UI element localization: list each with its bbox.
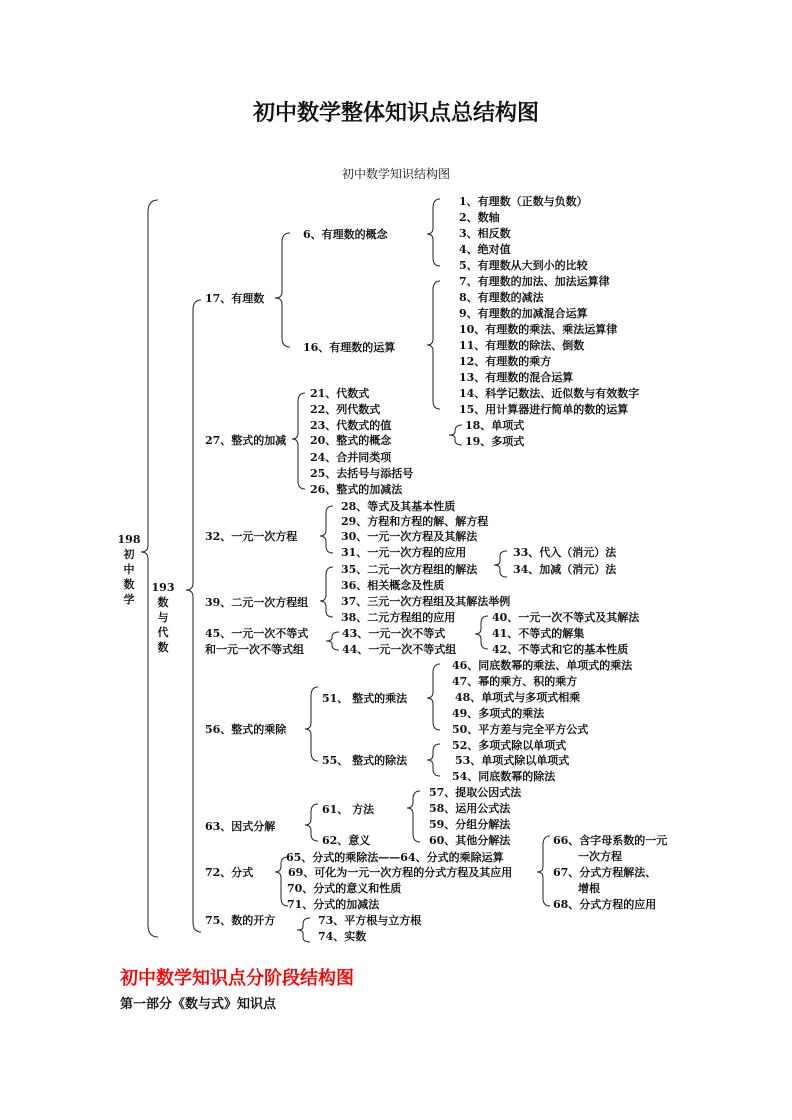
brace-75	[297, 918, 310, 942]
brace-16	[427, 281, 440, 409]
brace-63	[305, 804, 318, 841]
leaf-11: 11、有理数的除法、倒数	[459, 339, 585, 352]
leaf-66-line2: 一次方程	[578, 850, 622, 863]
leaf-60: 60、其他分解法	[429, 834, 511, 847]
brace-51	[427, 664, 440, 730]
algebra-count: 193	[151, 581, 175, 594]
leaf-31: 31、一元一次方程的应用	[341, 546, 467, 559]
leaf-3: 3、相反数	[459, 227, 511, 240]
node-45-line1: 45、一元一次不等式	[205, 627, 309, 640]
leaf-13: 13、有理数的混合运算	[459, 371, 574, 384]
leaf-8: 8、有理数的减法	[459, 291, 544, 304]
leaf-46: 46、同底数幂的乘法、单项式的乘法	[452, 659, 633, 672]
leaf-23: 23、代数式的值	[310, 419, 392, 432]
root-char-1: 初	[123, 548, 135, 561]
brace-39	[320, 567, 333, 617]
brace-66-68	[537, 836, 550, 906]
leaf-24: 24、合并同类项	[310, 451, 392, 464]
leaf-47: 47、幂的乘方、积的乘方	[452, 675, 578, 688]
leaf-20: 20、整式的概念	[310, 434, 392, 447]
leaf-33: 33、代入（消元）法	[513, 546, 617, 559]
algebra-char-1: 数	[157, 596, 169, 609]
root-char-4: 学	[123, 593, 135, 606]
leaf-4: 4、绝对值	[459, 243, 511, 256]
brace-61	[407, 791, 420, 842]
brace-56	[305, 687, 318, 761]
node-45-line2: 和一元一次不等式组	[205, 643, 304, 656]
leaf-38: 38、二元方程组的应用	[341, 611, 456, 624]
algebra-char-2: 与	[157, 611, 169, 624]
leaf-66-line1: 66、含字母系数的一元	[553, 834, 668, 847]
node-27: 27、整式的加减	[205, 434, 287, 447]
leaf-41: 41、不等式的解集	[492, 627, 585, 640]
page-title: 初中数学整体知识点总结构图	[252, 101, 539, 126]
leaf-65: 65、分式的乘除法——64、分式的乘除运算	[286, 851, 504, 864]
leaf-29: 29、方程和方程的解、解方程	[341, 515, 489, 528]
leaf-35: 35、二元一次方程组的解法	[341, 563, 478, 576]
leaf-28: 28、等式及其基本性质	[341, 500, 456, 513]
root-label	[116, 532, 142, 607]
leaf-57: 57、提取公因式法	[429, 786, 522, 799]
leaf-15: 15、用计算器进行简单的数的运算	[459, 403, 629, 416]
leaf-50: 50、平方差与完全平方公式	[452, 723, 589, 736]
diagram-subtitle: 初中数学知识结构图	[341, 167, 450, 181]
leaf-14: 14、科学记数法、近似数与有效数字	[459, 387, 640, 400]
node-55: 55、 整式的除法	[322, 754, 408, 767]
leaf-25: 25、去括号与添括号	[310, 467, 414, 480]
leaf-9: 9、有理数的加减混合运算	[459, 307, 588, 320]
brace-algebra	[186, 300, 201, 932]
node-75: 75、数的开方	[205, 914, 276, 927]
leaf-7: 7、有理数的加法、加法运算律	[459, 275, 610, 288]
leaf-10: 10、有理数的乘法、乘法运算律	[459, 323, 618, 336]
leaf-2: 2、数轴	[459, 211, 500, 224]
leaf-49: 49、多项式的乘法	[452, 707, 545, 720]
leaf-58: 58、运用公式法	[429, 802, 511, 815]
root-char-2: 中	[123, 563, 135, 576]
brace-55	[427, 744, 440, 776]
leaf-26: 26、整式的加减法	[310, 483, 403, 496]
brace-root	[141, 200, 158, 937]
node-61: 61、 方法	[322, 803, 375, 816]
node-32: 32、一元一次方程	[205, 530, 298, 543]
leaf-36: 36、相关概念及性质	[341, 579, 445, 592]
brace-33-34	[494, 551, 507, 577]
brace-17	[275, 233, 290, 347]
leaf-48: 48、单项式与多项式相乘	[455, 691, 581, 704]
leaf-69: 69、可化为一元一次方程的分式方程及其应用	[288, 866, 513, 879]
root-count: 198	[117, 533, 141, 546]
brace-40-42	[475, 616, 488, 649]
leaf-19: 19、多项式	[465, 435, 525, 448]
leaf-44: 44、一元一次不等式组	[342, 643, 457, 656]
node-62: 62、意义	[322, 834, 371, 847]
brace-6	[427, 199, 440, 266]
leaf-5: 5、有理数从大到小的比较	[459, 259, 588, 272]
node-16: 16、有理数的运算	[303, 341, 396, 354]
brace-32	[320, 506, 333, 553]
node-17: 17、有理数	[205, 292, 265, 305]
leaf-67-line1: 67、分式方程解法、	[553, 866, 657, 879]
leaf-43: 43、一元一次不等式	[342, 627, 446, 640]
part-title: 第一部分《数与式》知识点	[120, 997, 277, 1012]
leaf-40: 40、一元一次不等式及其解法	[492, 611, 640, 624]
node-56: 56、整式的乘除	[205, 723, 287, 736]
leaf-74: 74、实数	[318, 930, 367, 943]
leaf-68: 68、分式方程的应用	[553, 898, 657, 911]
leaf-59: 59、分组分解法	[429, 818, 511, 831]
leaf-21: 21、代数式	[310, 387, 370, 400]
node-39: 39、二元一次方程组	[205, 596, 309, 609]
leaf-1: 1、有理数（正数与负数）	[459, 195, 588, 208]
node-51: 51、 整式的乘法	[322, 692, 408, 705]
leaf-70: 70、分式的意义和性质	[287, 882, 402, 895]
brace-18-19	[449, 425, 462, 445]
brace-27	[292, 393, 305, 489]
leaf-12: 12、有理数的乘方	[459, 355, 552, 368]
algebra-char-3: 代	[157, 626, 169, 639]
root-char-3: 数	[123, 578, 135, 591]
leaf-52: 52、多项式除以单项式	[452, 739, 567, 752]
leaf-53: 53、单项式除以单项式	[455, 754, 570, 767]
leaf-30: 30、一元一次方程及其解法	[341, 530, 478, 543]
leaf-18: 18、单项式	[465, 419, 525, 432]
node-6: 6、有理数的概念	[303, 228, 388, 241]
brace-43-44	[326, 632, 339, 650]
leaf-22: 22、列代数式	[310, 403, 381, 416]
leaf-71: 71、分式的加减法	[287, 898, 380, 911]
leaf-54: 54、同底数幂的除法	[452, 770, 556, 783]
node-63: 63、因式分解	[205, 820, 276, 833]
leaf-73: 73、平方根与立方根	[318, 914, 422, 927]
leaf-67-line2: 增根	[578, 882, 600, 895]
leaf-34: 34、加减（消元）法	[513, 563, 617, 576]
algebra-label	[150, 580, 176, 655]
node-72: 72、分式	[205, 866, 254, 879]
leaf-42: 42、不等式和它的基本性质	[492, 643, 629, 656]
algebra-char-4: 数	[157, 641, 169, 654]
section-title: 初中数学知识点分阶段结构图	[120, 968, 354, 989]
leaf-37: 37、三元一次方程组及其解法举例	[341, 595, 511, 608]
